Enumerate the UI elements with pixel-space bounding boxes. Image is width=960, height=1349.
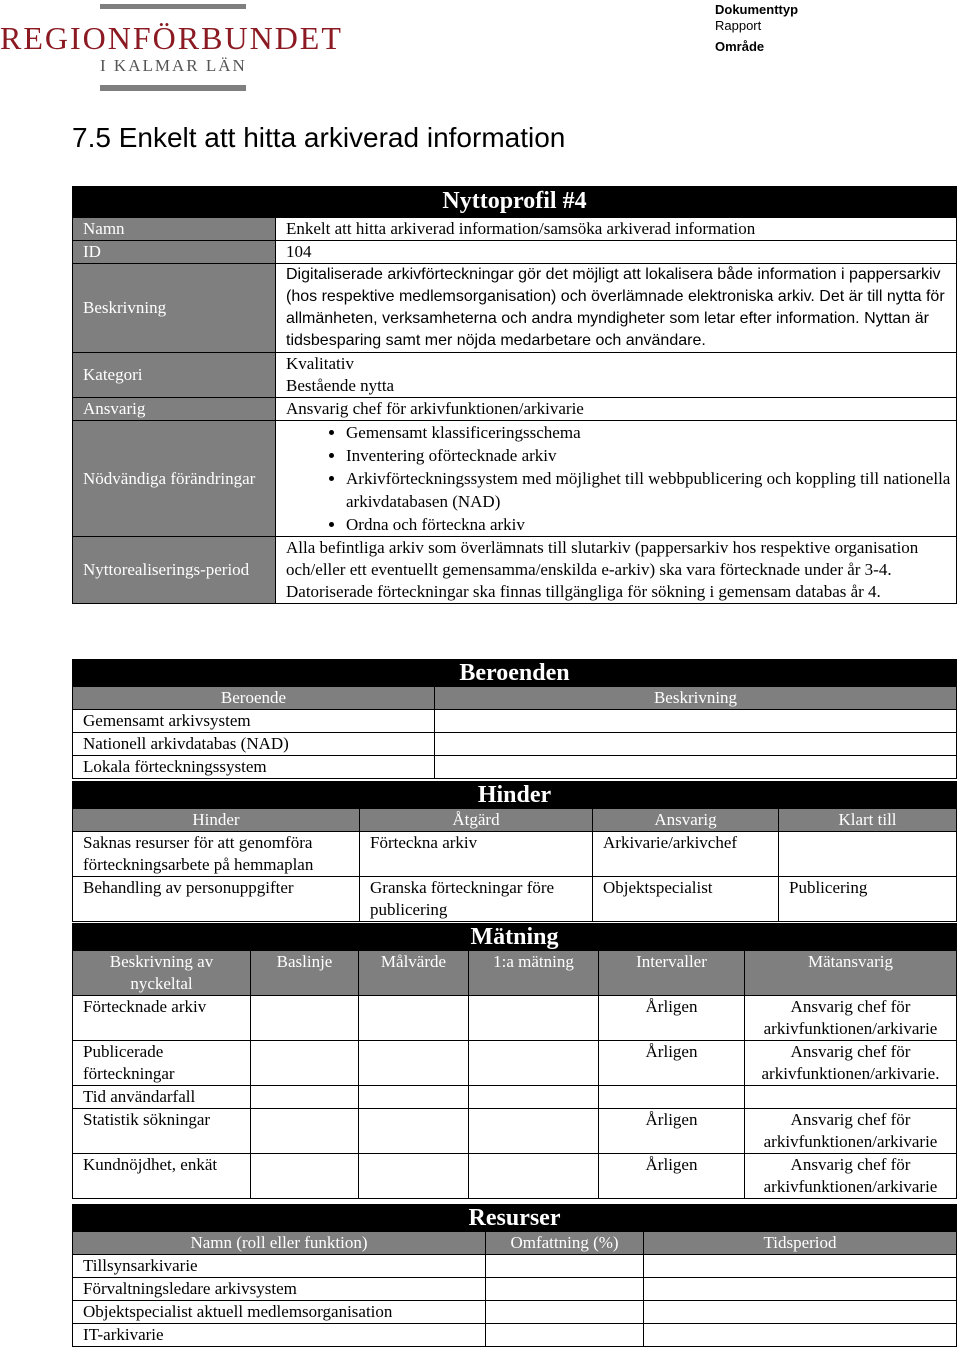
table-cell xyxy=(359,1041,469,1086)
dependencies-table xyxy=(72,659,957,779)
table-cell: Årligen xyxy=(599,1041,745,1086)
logo-subtitle: I KALMAR LÄN xyxy=(100,56,247,75)
table-cell: Objektspecialist aktuell medlemsorganisation xyxy=(73,1301,486,1324)
category-label: Kategori xyxy=(73,353,276,398)
column-header: Mätansvarig xyxy=(745,951,957,996)
table-cell: Gemensamt arkivsystem xyxy=(73,710,435,733)
column-header: Åtgärd xyxy=(360,809,593,832)
table-cell: Kundnöjdhet, enkät xyxy=(73,1154,251,1199)
table-cell xyxy=(359,1154,469,1199)
measurement-table xyxy=(72,923,957,1199)
table-cell: Ansvarig chef för arkivfunktionen/arkivarie xyxy=(745,996,957,1041)
table-cell xyxy=(359,1086,469,1109)
id-value: 104 xyxy=(276,241,957,264)
table-cell xyxy=(745,1086,957,1109)
description-label: Beskrivning xyxy=(73,264,276,353)
logo-bottom-bar xyxy=(100,85,246,91)
changes-list xyxy=(286,421,952,536)
table-cell xyxy=(251,1041,359,1086)
table-cell xyxy=(599,1086,745,1109)
table-cell xyxy=(251,1086,359,1109)
column-header: Beroende xyxy=(73,687,435,710)
dependencies-banner: Beroenden xyxy=(73,660,957,687)
table-cell xyxy=(486,1324,644,1347)
section-title: 7.5 Enkelt att hitta arkiverad information xyxy=(72,122,566,153)
logo: REGIONFÖRBUNDET xyxy=(0,20,343,56)
table-cell xyxy=(644,1301,957,1324)
table-cell xyxy=(251,1109,359,1154)
column-header: Klart till xyxy=(779,809,957,832)
column-header: Tidsperiod xyxy=(644,1232,957,1255)
table-cell xyxy=(779,832,957,877)
column-header: Beskrivning av nyckeltal xyxy=(73,951,251,996)
id-label: ID xyxy=(73,241,276,264)
table-cell: Publicering xyxy=(779,877,957,922)
column-header: Intervaller xyxy=(599,951,745,996)
table-cell: Förteckna arkiv xyxy=(360,832,593,877)
measurement-banner: Mätning xyxy=(73,924,957,951)
column-header: Ansvarig xyxy=(593,809,779,832)
profile-banner: Nyttoprofil #4 xyxy=(73,187,957,218)
responsible-label: Ansvarig xyxy=(73,398,276,421)
table-cell: Lokala förteckningssystem xyxy=(73,756,435,779)
period-value: Alla befintliga arkiv som överlämnats till slutarkiv (pappersarkiv hos respektive organisation och/eller ett eventuellt gemensamma/enskilda e-arkiv) ska vara förtecknade under år 3-4. Datoriserade förteckningar ska finnas tillgängliga för sökning i gemensam databas år 4. xyxy=(276,537,957,604)
table-cell: Publicerade förteckningar xyxy=(73,1041,251,1086)
table-cell xyxy=(486,1301,644,1324)
table-cell xyxy=(359,996,469,1041)
table-cell: Tillsynsarkivarie xyxy=(73,1255,486,1278)
profile-table xyxy=(72,186,957,604)
table-cell: Förtecknade arkiv xyxy=(73,996,251,1041)
table-cell xyxy=(251,996,359,1041)
obstacles-banner: Hinder xyxy=(73,782,957,809)
table-cell: Förvaltningsledare arkivsystem xyxy=(73,1278,486,1301)
resources-table xyxy=(72,1204,957,1347)
table-cell: Nationell arkivdatabas (NAD) xyxy=(73,733,435,756)
table-cell: Årligen xyxy=(599,1154,745,1199)
table-cell xyxy=(251,1154,359,1199)
table-cell: Ansvarig chef för arkivfunktionen/arkivarie xyxy=(745,1109,957,1154)
table-cell xyxy=(644,1278,957,1301)
obstacles-table xyxy=(72,781,957,922)
table-cell: Tid användarfall xyxy=(73,1086,251,1109)
table-cell xyxy=(435,733,957,756)
table-cell: Objektspecialist xyxy=(593,877,779,922)
column-header: Baslinje xyxy=(251,951,359,996)
table-cell: Ansvarig chef för arkivfunktionen/arkivarie xyxy=(745,1154,957,1199)
list-item: • Gemensamt klassificeringsschema xyxy=(346,421,952,444)
table-cell xyxy=(469,1109,599,1154)
list-item: • Ordna och förteckna arkiv xyxy=(346,513,952,536)
table-cell xyxy=(435,710,957,733)
table-cell: Ansvarig chef för arkivfunktionen/arkivarie. xyxy=(745,1041,957,1086)
table-cell xyxy=(644,1255,957,1278)
doc-type-label: Dokumenttyp xyxy=(715,2,799,17)
column-header: Beskrivning xyxy=(435,687,957,710)
column-header: Namn (roll eller funktion) xyxy=(73,1232,486,1255)
table-cell xyxy=(469,996,599,1041)
changes-list-cell xyxy=(276,421,957,537)
period-label: Nyttorealiserings-period xyxy=(73,537,276,604)
table-cell xyxy=(644,1324,957,1347)
table-cell: Årligen xyxy=(599,996,745,1041)
column-header: Målvärde xyxy=(359,951,469,996)
area-label: Område xyxy=(715,39,765,54)
table-cell xyxy=(486,1255,644,1278)
table-cell xyxy=(435,756,957,779)
logo-top-bar xyxy=(100,4,246,9)
table-cell xyxy=(359,1109,469,1154)
category-value-1: Kvalitativ xyxy=(286,354,354,373)
table-cell xyxy=(469,1086,599,1109)
table-cell: Saknas resurser för att genomföra förteckningsarbete på hemmaplan xyxy=(73,832,360,877)
table-cell: Statistik sökningar xyxy=(73,1109,251,1154)
column-header: 1:a mätning xyxy=(469,951,599,996)
table-cell: Granska förteckningar före publicering xyxy=(360,877,593,922)
column-header: Hinder xyxy=(73,809,360,832)
responsible-value: Ansvarig chef för arkivfunktionen/arkivarie xyxy=(276,398,957,421)
column-header: Omfattning (%) xyxy=(486,1232,644,1255)
table-cell xyxy=(486,1278,644,1301)
list-item: • Arkivförteckningssystem med möjlighet till webbpublicering och koppling till nationella arkivdatabasen (NAD) xyxy=(346,467,952,513)
changes-label: Nödvändiga förändringar xyxy=(73,421,276,537)
table-cell: IT-arkivarie xyxy=(73,1324,486,1347)
category-values xyxy=(276,353,957,398)
name-label: Namn xyxy=(73,218,276,241)
doc-type-value: Rapport xyxy=(715,18,762,33)
description-value: Digitaliserade arkivförteckningar gör det möjligt att lokalisera både information i pappersarkiv (hos respektive medlemsorganisation) och överlämnade elektroniska arkiv. Det är till nytta för allmänheten, verksamheterna och andra myndigheter som letar efter information. Nyttan är tidsbesparing samt mer nöjda medarbetare och användare. xyxy=(276,264,957,353)
table-cell: Årligen xyxy=(599,1109,745,1154)
name-value: Enkelt att hitta arkiverad information/samsöka arkiverad information xyxy=(276,218,957,241)
table-cell: Arkivarie/arkivchef xyxy=(593,832,779,877)
table-cell: Behandling av personuppgifter xyxy=(73,877,360,922)
list-item: • Inventering oförtecknade arkiv xyxy=(346,444,952,467)
category-value-2: Bestående nytta xyxy=(286,376,395,395)
table-cell xyxy=(469,1154,599,1199)
resources-banner: Resurser xyxy=(73,1205,957,1232)
table-cell xyxy=(469,1041,599,1086)
